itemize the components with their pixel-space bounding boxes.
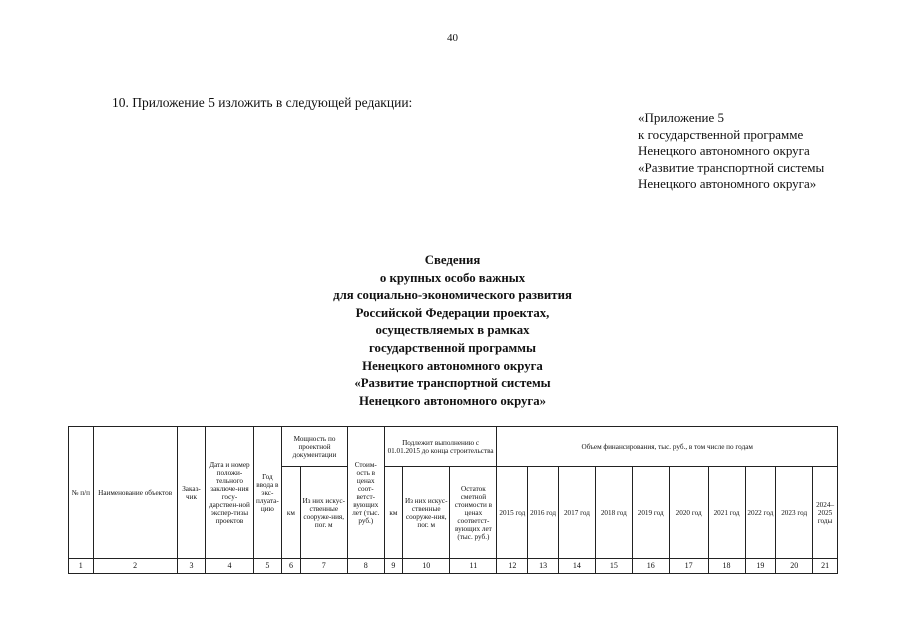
title-line: «Развитие транспортной системы bbox=[354, 376, 551, 391]
column-number: 10 bbox=[403, 559, 450, 574]
year-header: 2023 год bbox=[776, 467, 813, 559]
year-header: 2016 год bbox=[528, 467, 559, 559]
sub-artificial-header: Из них искус-ственные сооруже-ния, пог. м bbox=[300, 467, 347, 559]
instruction-text: 10. Приложение 5 изложить в следующей редакции: bbox=[112, 95, 413, 110]
column-number: 4 bbox=[206, 559, 253, 574]
appendix-line: Ненецкого автономного округа» bbox=[638, 176, 817, 191]
appendix-line: Ненецкого автономного округа bbox=[638, 143, 810, 158]
column-number: 8 bbox=[347, 559, 384, 574]
column-number: 9 bbox=[384, 559, 402, 574]
column-number: 15 bbox=[595, 559, 632, 574]
column-number: 17 bbox=[669, 559, 708, 574]
group-capacity-header: Мощность по проектной документации bbox=[282, 427, 348, 467]
col-commission-year-header: Год ввода в экс-плуата-цию bbox=[253, 427, 282, 559]
title-line: Российской Федерации проектах, bbox=[355, 305, 550, 320]
year-header: 2017 год bbox=[558, 467, 595, 559]
title-line: для социально-экономического развития bbox=[333, 288, 572, 303]
year-header: 2020 год bbox=[669, 467, 708, 559]
col-expertise-date-header: Дата и номер положи-тельного заключе-ния госу-дарствен-ной экспер-тизы проектов bbox=[206, 427, 253, 559]
sub-km2-header: км bbox=[384, 467, 402, 559]
sub-artificial2-header: Из них искус-ственные сооруже-ния, пог. м bbox=[403, 467, 450, 559]
column-number: 5 bbox=[253, 559, 282, 574]
year-header: 2015 год bbox=[497, 467, 528, 559]
title-line: Ненецкого автономного округа bbox=[362, 358, 543, 373]
year-header: 2024–2025 годы bbox=[813, 467, 838, 559]
column-number: 11 bbox=[450, 559, 497, 574]
column-number: 21 bbox=[813, 559, 838, 574]
title-line: Сведения bbox=[424, 253, 481, 267]
column-number: 20 bbox=[776, 559, 813, 574]
year-header: 2018 год bbox=[595, 467, 632, 559]
column-number: 19 bbox=[745, 559, 776, 574]
projects-table bbox=[68, 426, 838, 574]
title-line: осуществляемых в рамках bbox=[375, 323, 530, 338]
document-title bbox=[0, 252, 905, 410]
appendix-line: «Приложение 5 bbox=[638, 110, 725, 125]
sub-balance-header: Остаток сметной стоимости в ценах соответст-вующих лет (тыс. руб.) bbox=[450, 467, 497, 559]
year-header: 2021 год bbox=[708, 467, 745, 559]
group-remaining-header: Подлежит выполнению с 01.01.2015 до конца строительства bbox=[384, 427, 497, 467]
appendix-line: к государственной программе bbox=[638, 126, 804, 142]
column-number: 7 bbox=[300, 559, 347, 574]
col-name-header: Наименование объектов bbox=[93, 427, 177, 559]
column-number: 6 bbox=[282, 559, 300, 574]
sub-km-header: км bbox=[282, 467, 300, 559]
title-line: Ненецкого автономного округа» bbox=[358, 393, 547, 408]
page-number: 40 bbox=[447, 32, 458, 44]
title-line: о крупных особо важных bbox=[379, 270, 526, 285]
year-header: 2019 год bbox=[632, 467, 669, 559]
appendix-line: «Развитие транспортной системы bbox=[638, 159, 825, 175]
appendix-reference bbox=[638, 110, 824, 193]
column-number: 13 bbox=[528, 559, 559, 574]
column-number: 16 bbox=[632, 559, 669, 574]
column-number: 1 bbox=[69, 559, 94, 574]
column-number: 12 bbox=[497, 559, 528, 574]
col-number-header: № п/п bbox=[69, 427, 94, 559]
column-number: 2 bbox=[93, 559, 177, 574]
col-cost-header: Стоим-ость в ценах соот-ветст-вующих лет (тыс. руб.) bbox=[347, 427, 384, 559]
title-line: государственной программы bbox=[369, 340, 536, 355]
column-number: 18 bbox=[708, 559, 745, 574]
column-number: 14 bbox=[558, 559, 595, 574]
column-number: 3 bbox=[177, 559, 206, 574]
group-funding-header: Объем финансирования, тыс. руб., в том числе по годам bbox=[497, 427, 838, 467]
col-customer-header: Заказ-чик bbox=[177, 427, 206, 559]
year-header: 2022 год bbox=[745, 467, 776, 559]
